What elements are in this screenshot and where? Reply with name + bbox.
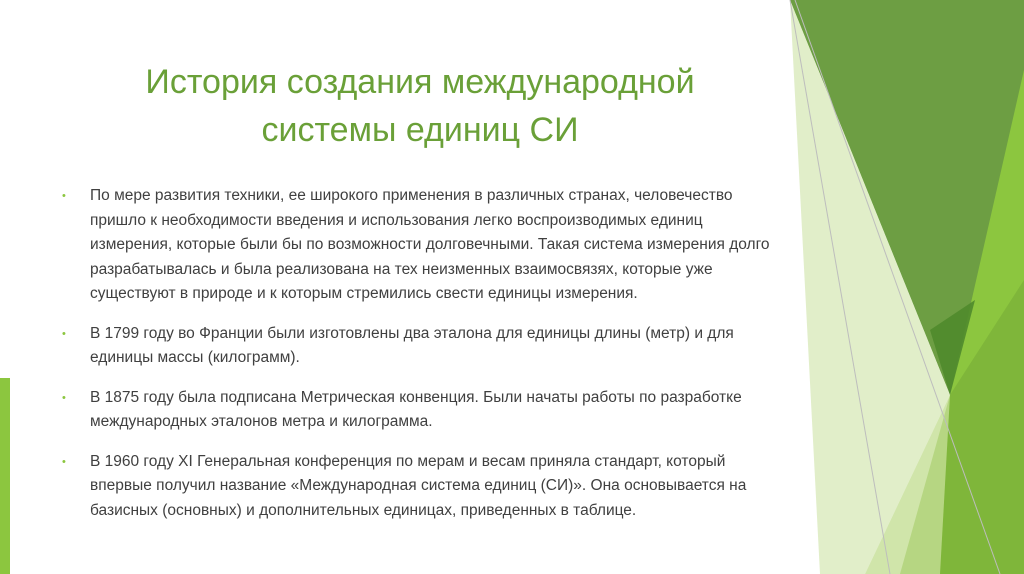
title-line-1: История создания международной xyxy=(145,63,695,101)
list-item xyxy=(62,184,782,307)
list-item xyxy=(62,386,782,435)
slide-title xyxy=(80,58,760,154)
bullet-list xyxy=(62,184,782,538)
list-item-text: В 1875 году была подписана Метрическая конвенция. Были начаты работы по разработке международных эталонов метра и килограмма. xyxy=(90,388,742,430)
list-item xyxy=(62,322,782,371)
list-item xyxy=(62,450,782,524)
bullet-icon: • xyxy=(62,190,66,202)
bullet-icon: • xyxy=(62,327,66,340)
left-accent-stripe xyxy=(0,378,10,574)
list-item-text: По мере развития техники, ее широкого применения в различных странах, человечество пришло к необходимости введения и использования легко воспроизводимых единиц измерения, которые были бы по возможности долговечными. Такая система измерения долго разрабатывалась и была реализована на тех неизменных взаимосвязях, которые уже существуют в природе и к которым стремились свести единицы измерения. xyxy=(90,187,770,302)
list-item-text: В 1960 году XI Генеральная конференция по мерам и весам приняла стандарт, который впервые получил название «Международная система единиц (СИ)». Она основывается на базисных (основных) и дополнительных единицах, приведенных в таблице. xyxy=(90,452,747,519)
title-line-2: системы единиц СИ xyxy=(261,111,579,149)
list-item-text: В 1799 году во Франции были изготовлены два эталона для единицы длины (метр) и для единицы массы (килограмм). xyxy=(90,324,734,366)
bullet-icon: • xyxy=(62,391,66,404)
bullet-icon: • xyxy=(62,455,66,468)
